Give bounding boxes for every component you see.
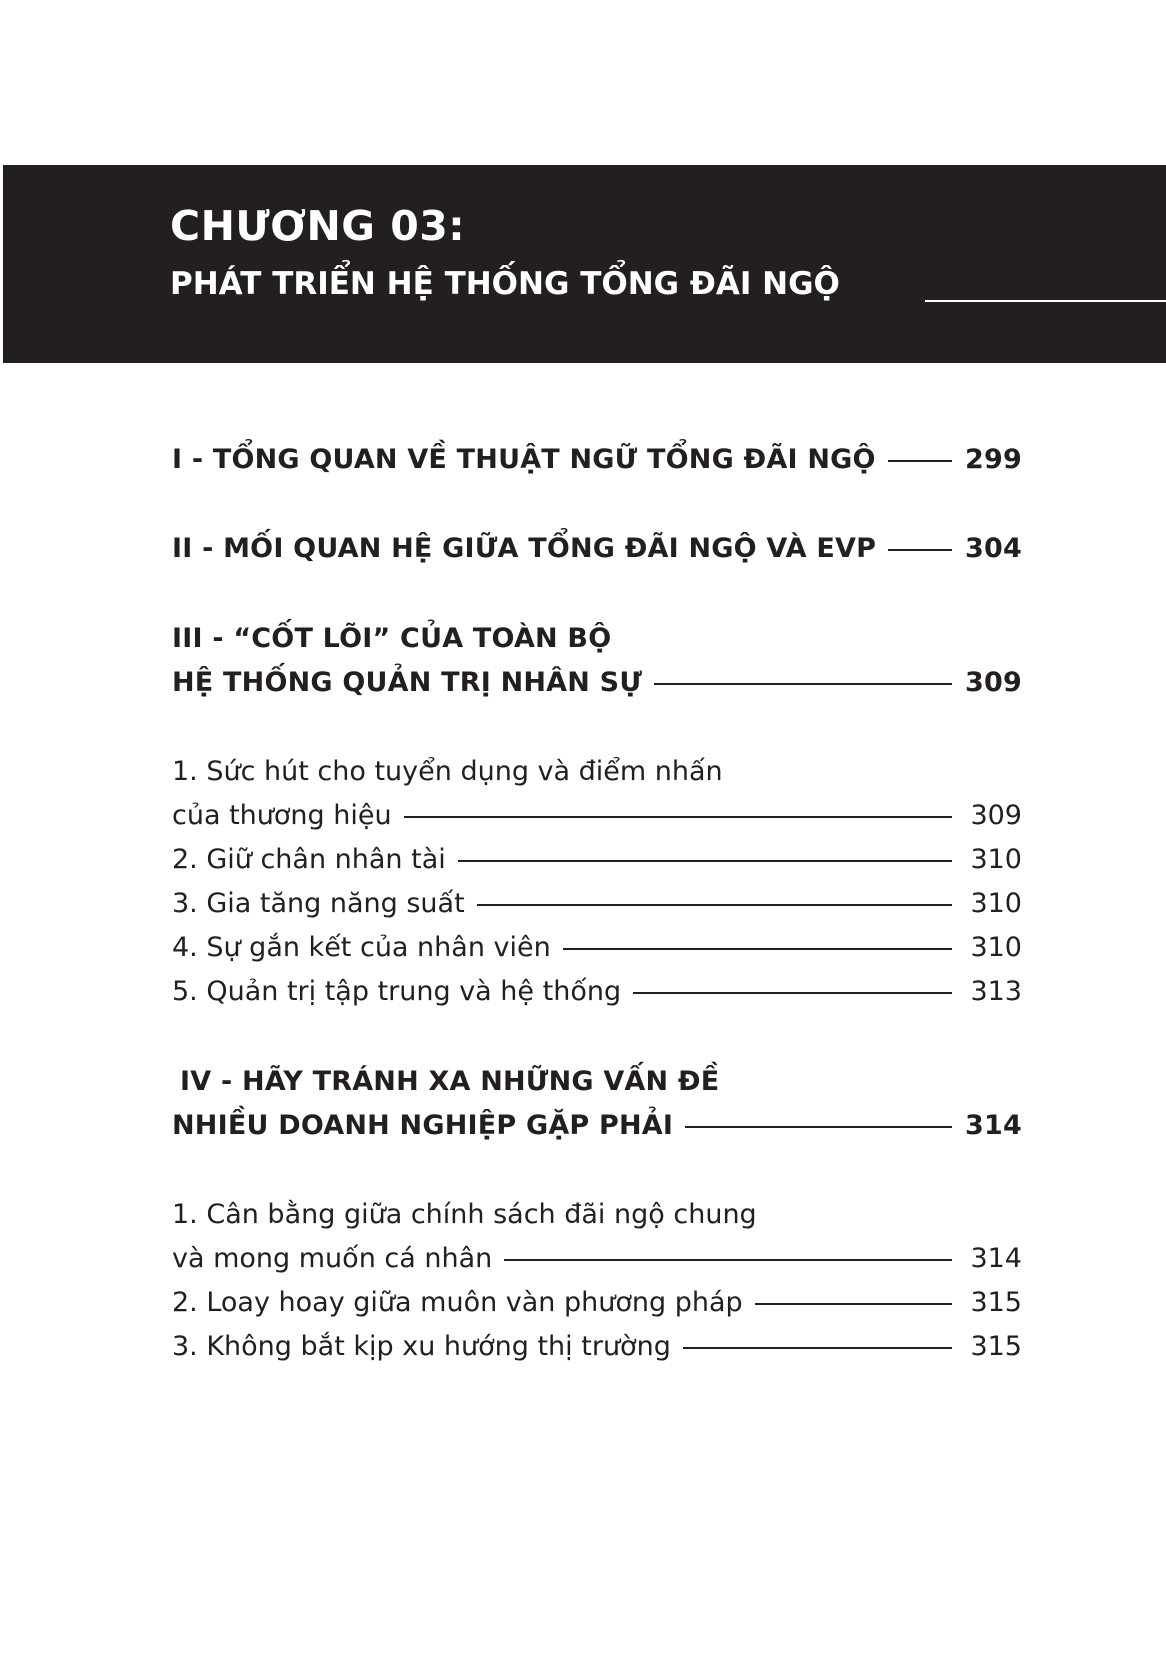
page-number: 304 (965, 533, 1022, 564)
page-number: 310 (970, 888, 1022, 919)
page-number: 299 (965, 444, 1022, 475)
toc-section-label-cont: NHIỀU DOANH NGHIỆP GẶP PHẢI (172, 1110, 674, 1141)
page-number: 314 (970, 1243, 1022, 1274)
toc-line (172, 527, 1022, 571)
chapter-number: CHƯƠNG 03: (170, 202, 466, 250)
toc-line (172, 1104, 1022, 1148)
toc-subitem-line[interactable] (172, 970, 1022, 1014)
toc-line (172, 661, 1022, 705)
chapter-title-rule (925, 300, 1166, 302)
toc-subitem-label: 3. Gia tăng năng suất (172, 888, 465, 919)
toc-subitem-line[interactable] (172, 750, 1022, 794)
page-number: 309 (970, 800, 1022, 831)
toc-subsection-list-3 (172, 750, 1022, 1014)
toc-subitem-label-cont: và mong muốn cá nhân (172, 1243, 493, 1274)
toc-section-2[interactable] (172, 527, 1022, 571)
toc-subitem-line[interactable] (172, 838, 1022, 882)
toc-subitem-line[interactable] (172, 1281, 1022, 1325)
toc-section-label: I - TỔNG QUAN VỀ THUẬT NGỮ TỔNG ĐÃI NGỘ (172, 444, 876, 475)
toc-subsection-list-4 (172, 1193, 1022, 1369)
leader-line (504, 1259, 952, 1261)
leader-line (477, 904, 952, 906)
leader-line (458, 860, 952, 862)
toc-subitem-line[interactable] (172, 926, 1022, 970)
toc-subitem-label: 1. Sức hút cho tuyển dụng và điểm nhấn (172, 756, 723, 787)
toc-section-1[interactable] (172, 438, 1022, 482)
toc-subitem-label: 2. Giữ chân nhân tài (172, 844, 446, 875)
toc-section-3[interactable] (172, 617, 1022, 705)
toc-subitem-label: 1. Cân bằng giữa chính sách đãi ngộ chung (172, 1199, 757, 1230)
page-number: 310 (970, 844, 1022, 875)
page-number: 310 (970, 932, 1022, 963)
toc-subitem-line[interactable] (172, 1325, 1022, 1369)
leader-line (683, 1347, 952, 1349)
page-number: 315 (970, 1287, 1022, 1318)
toc-section-label: IV - HÃY TRÁNH XA NHỮNG VẤN ĐỀ (180, 1066, 720, 1097)
toc-section-4[interactable] (172, 1060, 1022, 1148)
leader-line (685, 1126, 952, 1128)
leader-line (563, 948, 952, 950)
toc-subitem-label: 3. Không bắt kịp xu hướng thị trường (172, 1331, 671, 1362)
toc-subitem-line[interactable] (172, 1193, 1022, 1237)
leader-line (633, 992, 952, 994)
toc-subitem-label: 2. Loay hoay giữa muôn vàn phương pháp (172, 1287, 743, 1318)
chapter-header-band (3, 165, 1166, 363)
chapter-title: PHÁT TRIỂN HỆ THỐNG TỔNG ĐÃI NGỘ (170, 266, 840, 302)
toc-subitem-line[interactable] (172, 882, 1022, 926)
leader-line (888, 549, 952, 551)
toc-line (172, 438, 1022, 482)
leader-line (404, 816, 952, 818)
toc-line (172, 617, 1022, 661)
toc-subitem-label-cont: của thương hiệu (172, 800, 392, 831)
toc-subitem-line[interactable] (172, 1237, 1022, 1281)
toc-section-label-cont: HỆ THỐNG QUẢN TRỊ NHÂN SỰ (172, 667, 643, 698)
leader-line (755, 1303, 952, 1305)
leader-line (888, 460, 952, 462)
toc-line (172, 1060, 1022, 1104)
toc-section-label: II - MỐI QUAN HỆ GIỮA TỔNG ĐÃI NGỘ VÀ EVP (172, 533, 877, 564)
toc-subitem-label: 5. Quản trị tập trung và hệ thống (172, 976, 622, 1007)
page-number: 315 (970, 1331, 1022, 1362)
page-number: 309 (965, 667, 1022, 698)
toc-subitem-line[interactable] (172, 794, 1022, 838)
page-number: 313 (970, 976, 1022, 1007)
leader-line (654, 683, 952, 685)
toc-section-label: III - “CỐT LÕI” CỦA TOÀN BỘ (172, 623, 612, 654)
toc-subitem-label: 4. Sự gắn kết của nhân viên (172, 932, 551, 963)
page-number: 314 (965, 1110, 1022, 1141)
